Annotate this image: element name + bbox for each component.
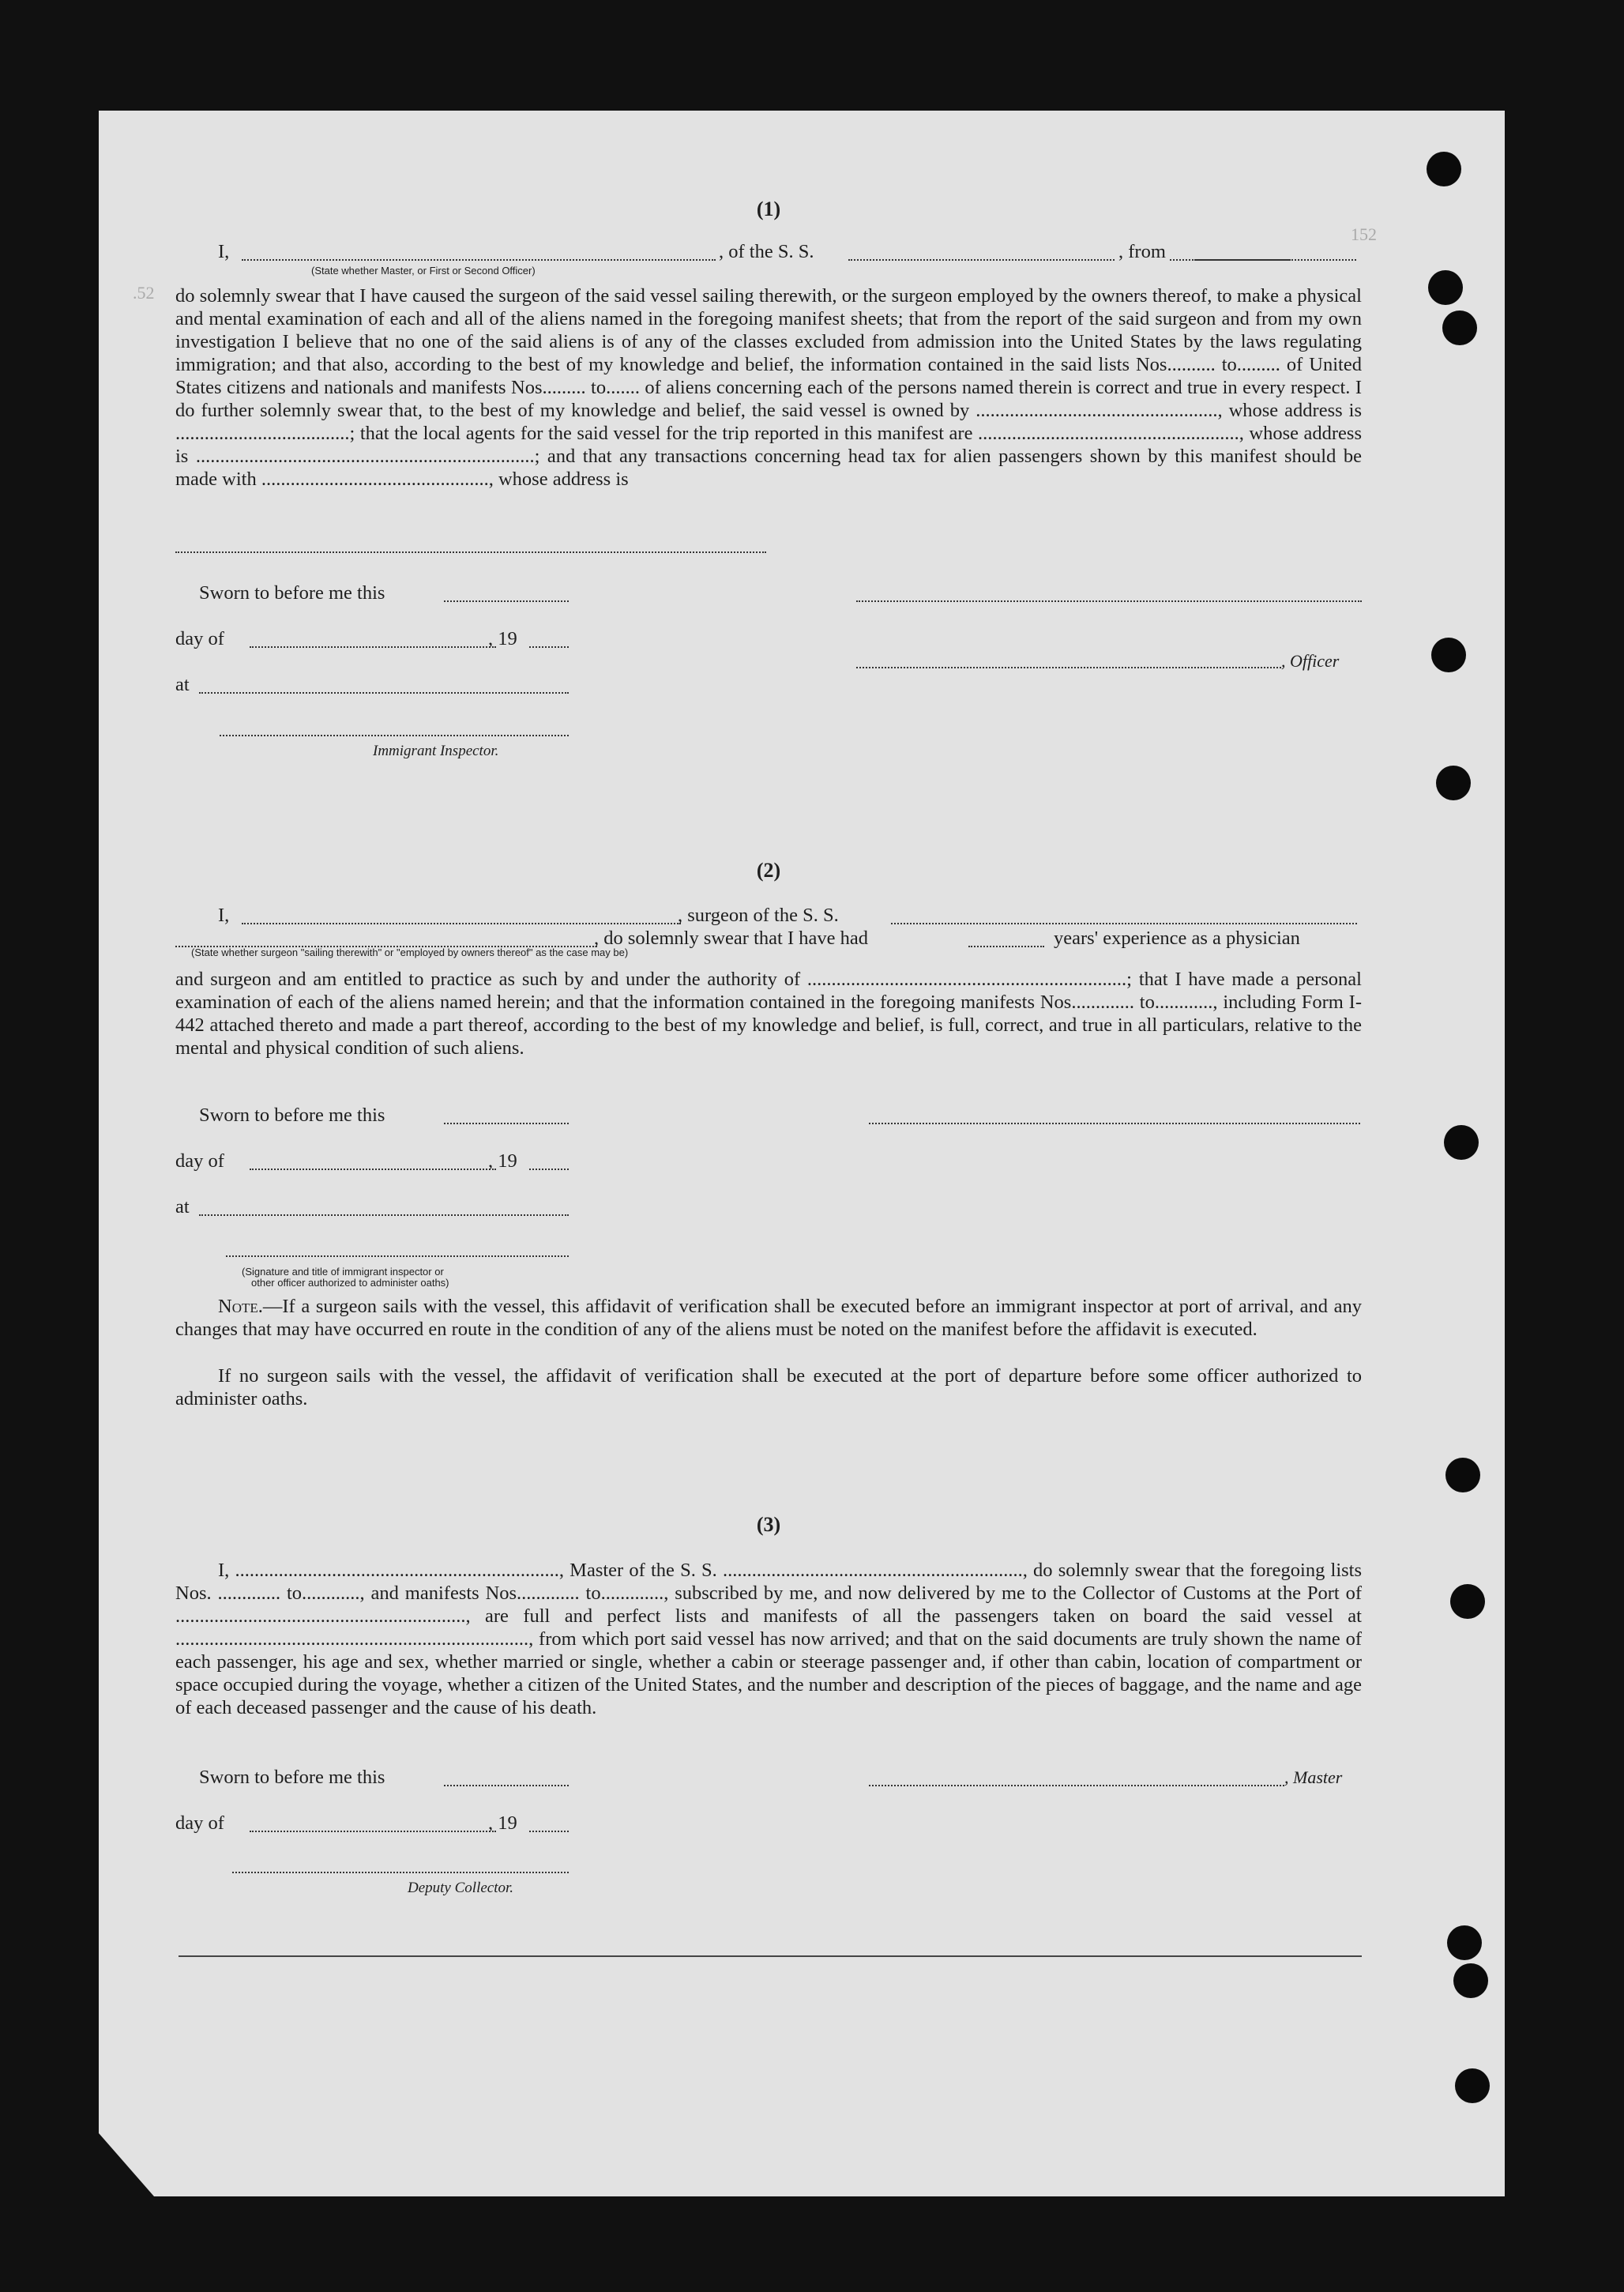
section-1-number: (1) <box>756 198 781 220</box>
from-port-field[interactable] <box>1194 259 1356 261</box>
label-of-ss: , of the S. S. <box>719 241 814 262</box>
punch-hole <box>1444 1125 1479 1160</box>
label-sworn: Sworn to before me this <box>199 1105 385 1126</box>
at-place-field[interactable] <box>199 1214 569 1216</box>
edge-number-left: .52 <box>133 283 155 303</box>
label-day-of: day of <box>175 1150 224 1172</box>
edge-number-right: 152 <box>1351 224 1377 244</box>
year-field[interactable] <box>529 1169 569 1170</box>
master-signature-field[interactable] <box>869 1785 1284 1786</box>
inspector-signature-field[interactable] <box>220 735 569 736</box>
punch-hole <box>1447 1925 1482 1960</box>
punch-hole <box>1431 638 1466 672</box>
section-2-note-2: If no surgeon sails with the vessel, the affidavit of verification shall be executed at the port of departure before some officer authorized to administer oaths. <box>175 1365 1362 1409</box>
collector-signature-field[interactable] <box>232 1872 569 1873</box>
sworn-date-field[interactable] <box>444 1785 569 1786</box>
bottom-rule <box>179 1955 1362 1957</box>
label-sworn: Sworn to before me this <box>199 582 385 604</box>
label-years-experience: years' experience as a physician <box>1054 928 1300 949</box>
section-2-signature-note-2: other officer authorized to administer oaths) <box>251 1277 449 1289</box>
officer-title: , Officer <box>1281 651 1340 671</box>
surgeon-vessel-field[interactable] <box>891 923 1357 924</box>
inspector-title: Immigrant Inspector. <box>373 743 499 759</box>
year-field[interactable] <box>529 1831 569 1832</box>
punch-hole <box>1427 152 1461 186</box>
label-day-of: day of <box>175 628 224 649</box>
label-year: , 19 <box>488 1150 517 1172</box>
label-sworn: Sworn to before me this <box>199 1767 385 1788</box>
label-solemnly-swear: , do solemnly swear that I have had <box>594 928 868 949</box>
section-2-status-note: (State whether surgeon "sailing therewith" or "employed by owners thereof" as the case may be) <box>191 947 629 958</box>
punch-hole <box>1453 1963 1488 1998</box>
label-i: I, <box>218 241 230 262</box>
years-experience-field[interactable] <box>968 946 1044 947</box>
section-1-rank-note: (State whether Master, or First or Second Officer) <box>311 265 536 277</box>
section-2-note <box>175 1295 1362 1341</box>
label-year: , 19 <box>488 1812 517 1834</box>
label-at: at <box>175 1196 190 1218</box>
label-year: , 19 <box>488 628 517 649</box>
note-label: Note. <box>218 1296 263 1317</box>
label-day-of: day of <box>175 1812 224 1834</box>
punch-hole <box>1436 766 1471 800</box>
section-3-number: (3) <box>756 1513 781 1536</box>
section-2-affidavit-text: and surgeon and am entitled to practice as such by and under the authority of ..................................................................; that I have made a personal examination of each of the aliens named herein; and that the information contained in the foregoing manifests Nos............. to............, including Form I-442 attached thereto and made a part thereof, according to the best of my knowledge and belief, is full, correct, and true in all particulars, relative to the mental and physical condition of such aliens. <box>175 969 1362 1059</box>
day-month-field[interactable] <box>250 646 496 648</box>
master-title: , Master <box>1284 1767 1343 1787</box>
punch-hole <box>1455 2068 1490 2103</box>
label-surgeon-of-ss: , surgeon of the S. S. <box>678 905 839 926</box>
punch-hole <box>1428 270 1463 305</box>
label-from: , from <box>1115 240 1169 263</box>
label-i: I, <box>218 905 230 926</box>
officer-signature-field[interactable] <box>856 667 1281 668</box>
section-3-affidavit-text: I, ..................................................................., Master of the S. S. .............................................................., do solemnly swear that the foregoing lists Nos. ............. to............, and manifests Nos............. to............., subscribed by me, and now delivered by me to the Collector of Customs at the Port of ............................................................, are full and perfect lists and manifests of all the passengers taken on board the said vessel at ........................................................................., from which port said vessel has now arrived; and that on the said documents are truly shown the name of each passenger, his age and sex, whether married or single, whether a cabin or steerage passenger and, if other than cabin, location of compartment or space occupied during the voyage, whether a citizen of the United States, and the number and description of the pieces of baggage, and the name and age of each deceased passenger and the cause of his death. <box>175 1560 1362 1718</box>
surgeon-name-field[interactable] <box>242 923 681 924</box>
at-place-field[interactable] <box>199 692 569 694</box>
head-tax-address-field[interactable] <box>175 551 766 553</box>
day-month-field[interactable] <box>250 1169 496 1170</box>
officer-signature-line-top[interactable] <box>856 600 1362 602</box>
surgeon-signature-field[interactable] <box>869 1123 1360 1124</box>
section-2-signature-note-1: (Signature and title of immigrant inspector or <box>242 1266 444 1278</box>
day-month-field[interactable] <box>250 1831 496 1832</box>
sworn-date-field[interactable] <box>444 1123 569 1124</box>
inspector-signature-field[interactable] <box>226 1255 569 1257</box>
note-text: —If a surgeon sails with the vessel, this affidavit of verification shall be executed before an immigrant inspector at port of arrival, and any changes that may have occurred en route in the condition of any of the aliens must be noted on the manifest before the affidavit is executed. <box>175 1296 1362 1340</box>
section-1-affidavit-text: do solemnly swear that I have caused the surgeon of the said vessel sailing therewith, or the surgeon employed by the owners thereof, to make a physical and mental examination of each and all of the aliens named in the foregoing manifest sheets; that from the report of the said surgeon and from my own investigation I believe that no one of the said aliens is of any of the classes excluded from admission into the United States by the laws regulating immigration; and that also, according to the best of my knowledge and belief, the information contained in the said lists Nos.......... to......... of United States citizens and nationals and manifests Nos......... to....... of aliens concerning each of the persons named therein is correct and true in every respect. I do further solemnly swear that, to the best of my knowledge and belief, the said vessel is owned by .................................................., whose address is ....................................; that the local agents for the said vessel for the trip reported in this manifest are ......................................................, whose address is ......................................................................; and that any transactions concerning head tax for alien passengers shown by this manifest should be made with ..............................................., whose address is <box>175 285 1362 490</box>
officer-rank-field[interactable] <box>242 259 716 261</box>
punch-hole <box>1442 310 1477 345</box>
punch-hole <box>1450 1584 1485 1619</box>
label-at: at <box>175 674 190 695</box>
punch-hole <box>1445 1458 1480 1492</box>
section-2-number: (2) <box>756 859 781 882</box>
collector-title: Deputy Collector. <box>408 1880 514 1896</box>
sworn-date-field[interactable] <box>444 600 569 602</box>
year-field[interactable] <box>529 646 569 648</box>
